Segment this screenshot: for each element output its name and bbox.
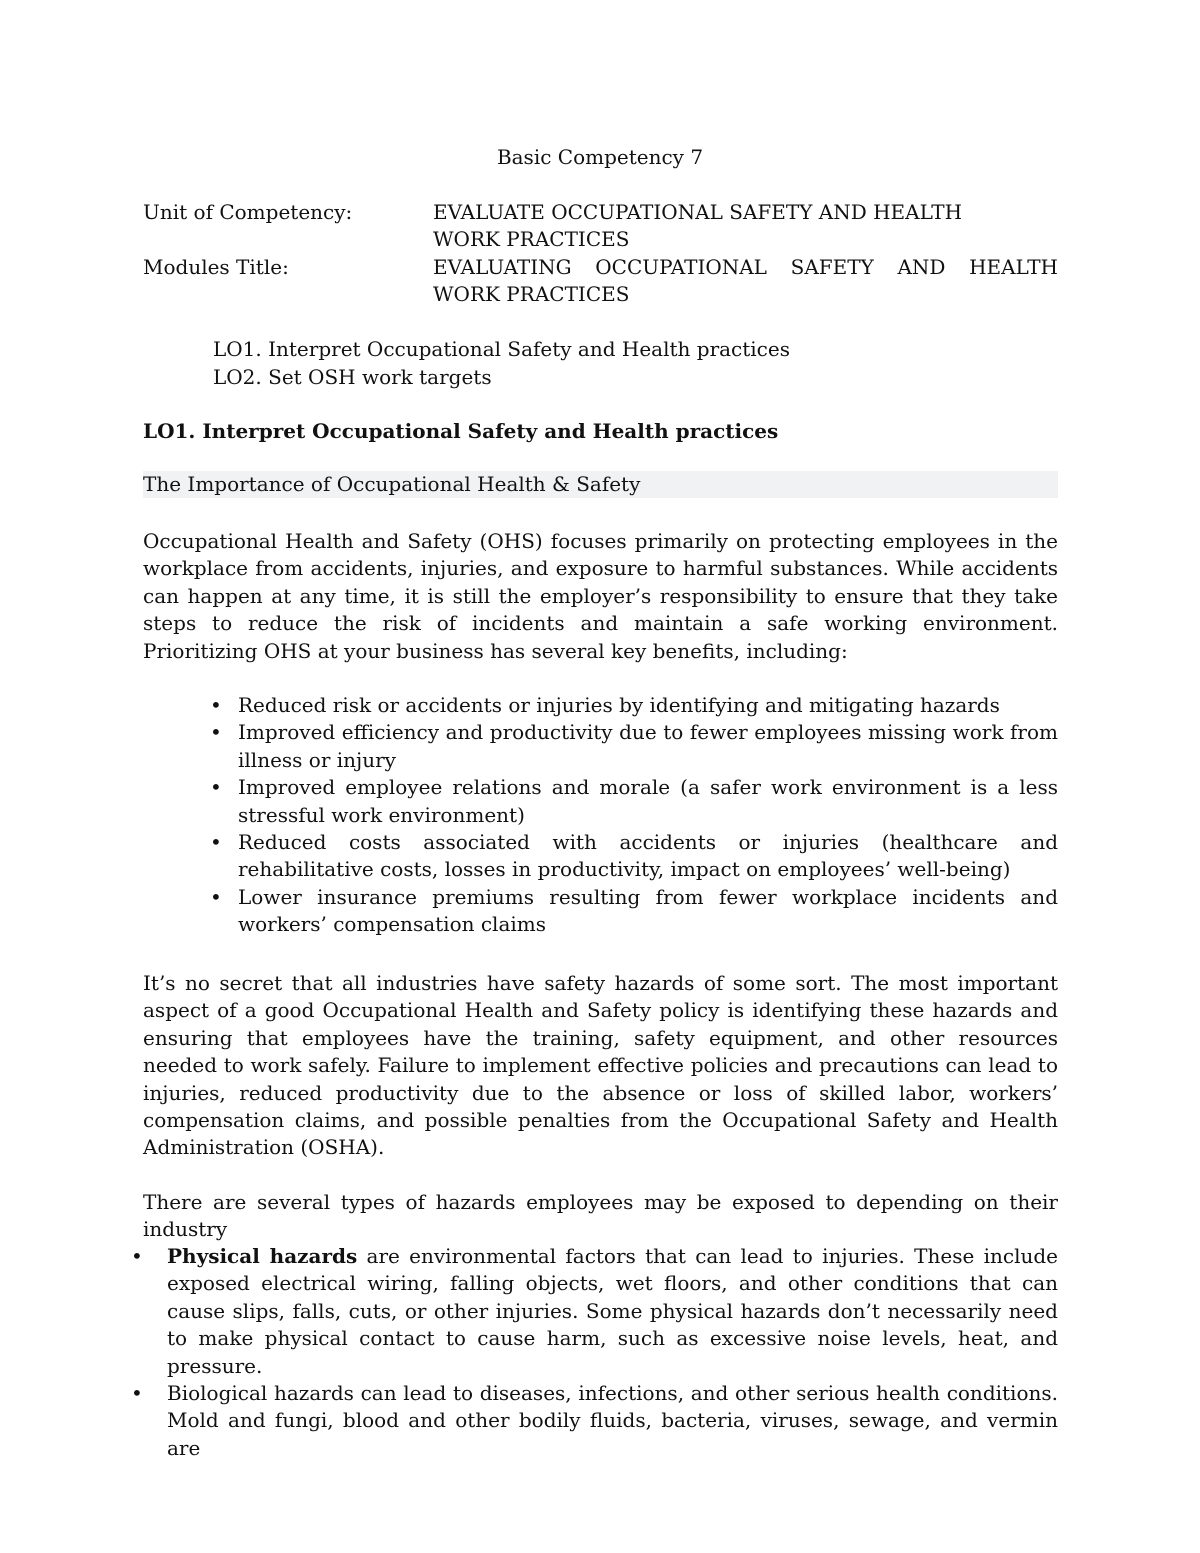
list-item-biological-hazards bbox=[131, 1380, 1058, 1462]
subheading: The Importance of Occupational Health & Safety bbox=[143, 471, 1058, 498]
hazard-types-intro: There are several types of hazards employees may be exposed to depending on their industry bbox=[143, 1190, 1058, 1242]
module-title-row bbox=[143, 254, 1058, 308]
bullet-icon: • bbox=[210, 720, 222, 745]
bullet-icon: • bbox=[131, 1244, 143, 1268]
list-item: • Improved efficiency and productivity due to fewer employees missing work from illness or injury bbox=[210, 720, 1058, 772]
benefits-list bbox=[210, 692, 1058, 939]
module-title-label: Modules Title: bbox=[143, 255, 289, 279]
bullet-icon: • bbox=[210, 693, 222, 717]
intro-paragraph: Occupational Health and Safety (OHS) focuses primarily on protecting employees in the workplace from accidents, injuries, and exposure to harmful substances. While accidents can happen at any time, it is still the employer’s responsibility to ensure that they take steps to reduce the risk of incidents and maintain a safe working environment. Prioritizing OHS at your business has several key benefits, including: bbox=[143, 529, 1058, 663]
bullet-icon: • bbox=[131, 1381, 143, 1406]
biological-hazards-text: Biological hazards can lead to diseases, infections, and other serious health conditions. Mold and fungi, blood and other bodily fluids, bacteria, viruses, sewage, and vermin are bbox=[167, 1381, 1058, 1460]
bullet-icon: • bbox=[210, 884, 222, 909]
unit-of-competency-row bbox=[143, 199, 1058, 253]
learning-outcomes-list bbox=[213, 335, 1058, 391]
bullet-icon: • bbox=[210, 775, 222, 800]
bullet-icon: • bbox=[210, 830, 222, 855]
section-heading: LO1. Interpret Occupational Safety and Health practices bbox=[143, 419, 779, 443]
list-item-physical-hazards bbox=[131, 1243, 1058, 1380]
learning-outcome-1: LO1. Interpret Occupational Safety and Health practices bbox=[213, 337, 790, 361]
learning-outcome-2: LO2. Set OSH work targets bbox=[213, 365, 492, 389]
physical-hazards-term: Physical hazards bbox=[167, 1244, 358, 1268]
list-item: • Reduced risk or accidents or injuries by identifying and mitigating hazards bbox=[238, 692, 1058, 719]
list-item: • Improved employee relations and morale (a safer work environment is a less stressful work environment) bbox=[210, 775, 1058, 827]
physical-hazards-text: are environmental factors that can lead to injuries. These include exposed electrical wiring, falling objects, wet floors, and other conditions that can cause slips, falls, cuts, or other injuries. Some physical hazards don’t necessarily need to make physical contact to cause harm, such as excessive noise levels, heat, and pressure. bbox=[167, 1244, 1058, 1378]
unit-value-line-1: EVALUATE OCCUPATIONAL SAFETY AND HEALTH bbox=[433, 200, 963, 224]
hazard-types-list bbox=[131, 1243, 1058, 1462]
unit-of-competency-label: Unit of Competency: bbox=[143, 200, 353, 224]
unit-value-line-2: WORK PRACTICES bbox=[433, 227, 630, 251]
hazards-paragraph: It’s no secret that all industries have safety hazards of some sort. The most important aspect of a good Occupational Health and Safety policy is identifying these hazards and ensuring that employees have the training, safety equipment, and other resources needed to work safely. Failure to implement effective policies and precautions can lead to injuries, reduced productivity due to the absence or loss of skilled labor, workers’ compensation claims, and possible penalties from the Occupational Safety and Health Administration (OSHA). bbox=[143, 971, 1058, 1160]
list-item: • Lower insurance premiums resulting from fewer workplace incidents and workers’ compensation claims bbox=[210, 884, 1058, 937]
module-title-value: EVALUATING OCCUPATIONAL SAFETY AND HEALTH WORK PRACTICES bbox=[433, 255, 1058, 306]
unit-of-competency-value bbox=[433, 199, 1058, 253]
document-title: Basic Competency 7 bbox=[496, 145, 704, 169]
list-item: • Reduced costs associated with accidents or injuries (healthcare and rehabilitative costs, losses in productivity, impact on employees’ well-being) bbox=[210, 830, 1058, 882]
